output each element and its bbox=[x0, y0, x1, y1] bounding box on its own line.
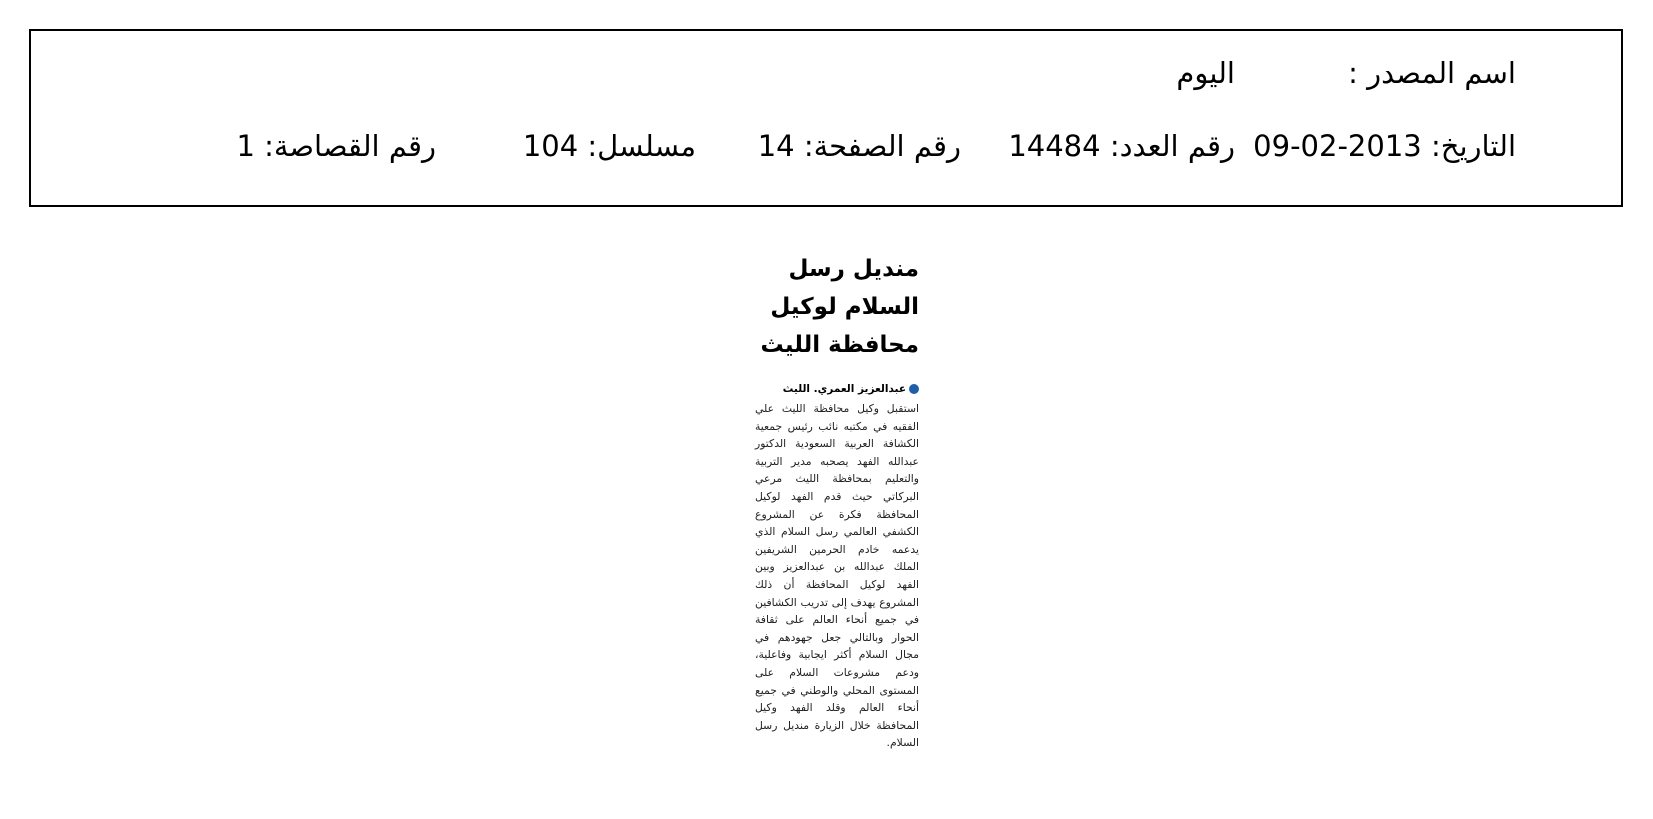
issue-value: 14484 bbox=[1008, 129, 1101, 163]
page-value: 14 bbox=[757, 129, 795, 163]
serial-field bbox=[523, 128, 696, 164]
date-label: التاريخ: bbox=[1430, 129, 1516, 163]
headline-line: محافظة الليث bbox=[760, 332, 919, 358]
article-headline bbox=[755, 250, 919, 364]
newspaper-clipping bbox=[755, 250, 919, 752]
clip-field bbox=[236, 128, 436, 164]
source-value: اليوم bbox=[1176, 56, 1235, 90]
serial-label: مسلسل: bbox=[587, 129, 696, 163]
headline-line: السلام لوكيل bbox=[770, 294, 919, 320]
article-body: استقبل وكيل محافظة الليث علي الفقيه في مكتبه نائب رئيس جمعية الكشافة العربية السعودية الدكتور عبدالله الفهد يصحبه مدير التربية والتعليم بمحافظة الليث مرعي البركاتي حيث قدم الفهد لوكيل المحافظة فكرة عن المشروع الكشفي العالمي رسل السلام الذي يدعمه خادم الحرمين الشريفين الملك عبدالله بن عبدالعزيز وبين الفهد لوكيل المحافظة أن ذلك المشروع يهدف إلى تدريب الكشافين في جميع أنحاء العالم على ثقافة الحوار وبالتالي جعل جهودهم في مجال السلام أكثر ايجابية وفاعلية، ودعم مشروعات السلام على المستوى المحلي والوطني في جميع أنحاء العالم وقلد الفهد وكيل المحافظة خلال الزيارة منديل رسل السلام. bbox=[755, 402, 919, 750]
page-field bbox=[758, 128, 961, 164]
page-label: رقم الصفحة: bbox=[803, 129, 961, 163]
byline-text: عبدالعزيز العمري. الليث bbox=[782, 383, 906, 395]
clip-value: 1 bbox=[236, 129, 255, 163]
bullet-icon bbox=[909, 384, 919, 394]
issue-field bbox=[1008, 128, 1235, 164]
serial-value: 104 bbox=[522, 129, 579, 163]
date-value: 2013-02-09 bbox=[1253, 129, 1422, 163]
issue-label: رقم العدد: bbox=[1109, 129, 1235, 163]
metadata-header-box bbox=[29, 29, 1623, 207]
source-label: اسم المصدر : bbox=[1348, 56, 1516, 90]
article-byline bbox=[755, 382, 919, 396]
headline-line: منديل رسل bbox=[788, 256, 919, 282]
date-field bbox=[1253, 128, 1516, 164]
clip-label: رقم القصاصة: bbox=[264, 129, 436, 163]
